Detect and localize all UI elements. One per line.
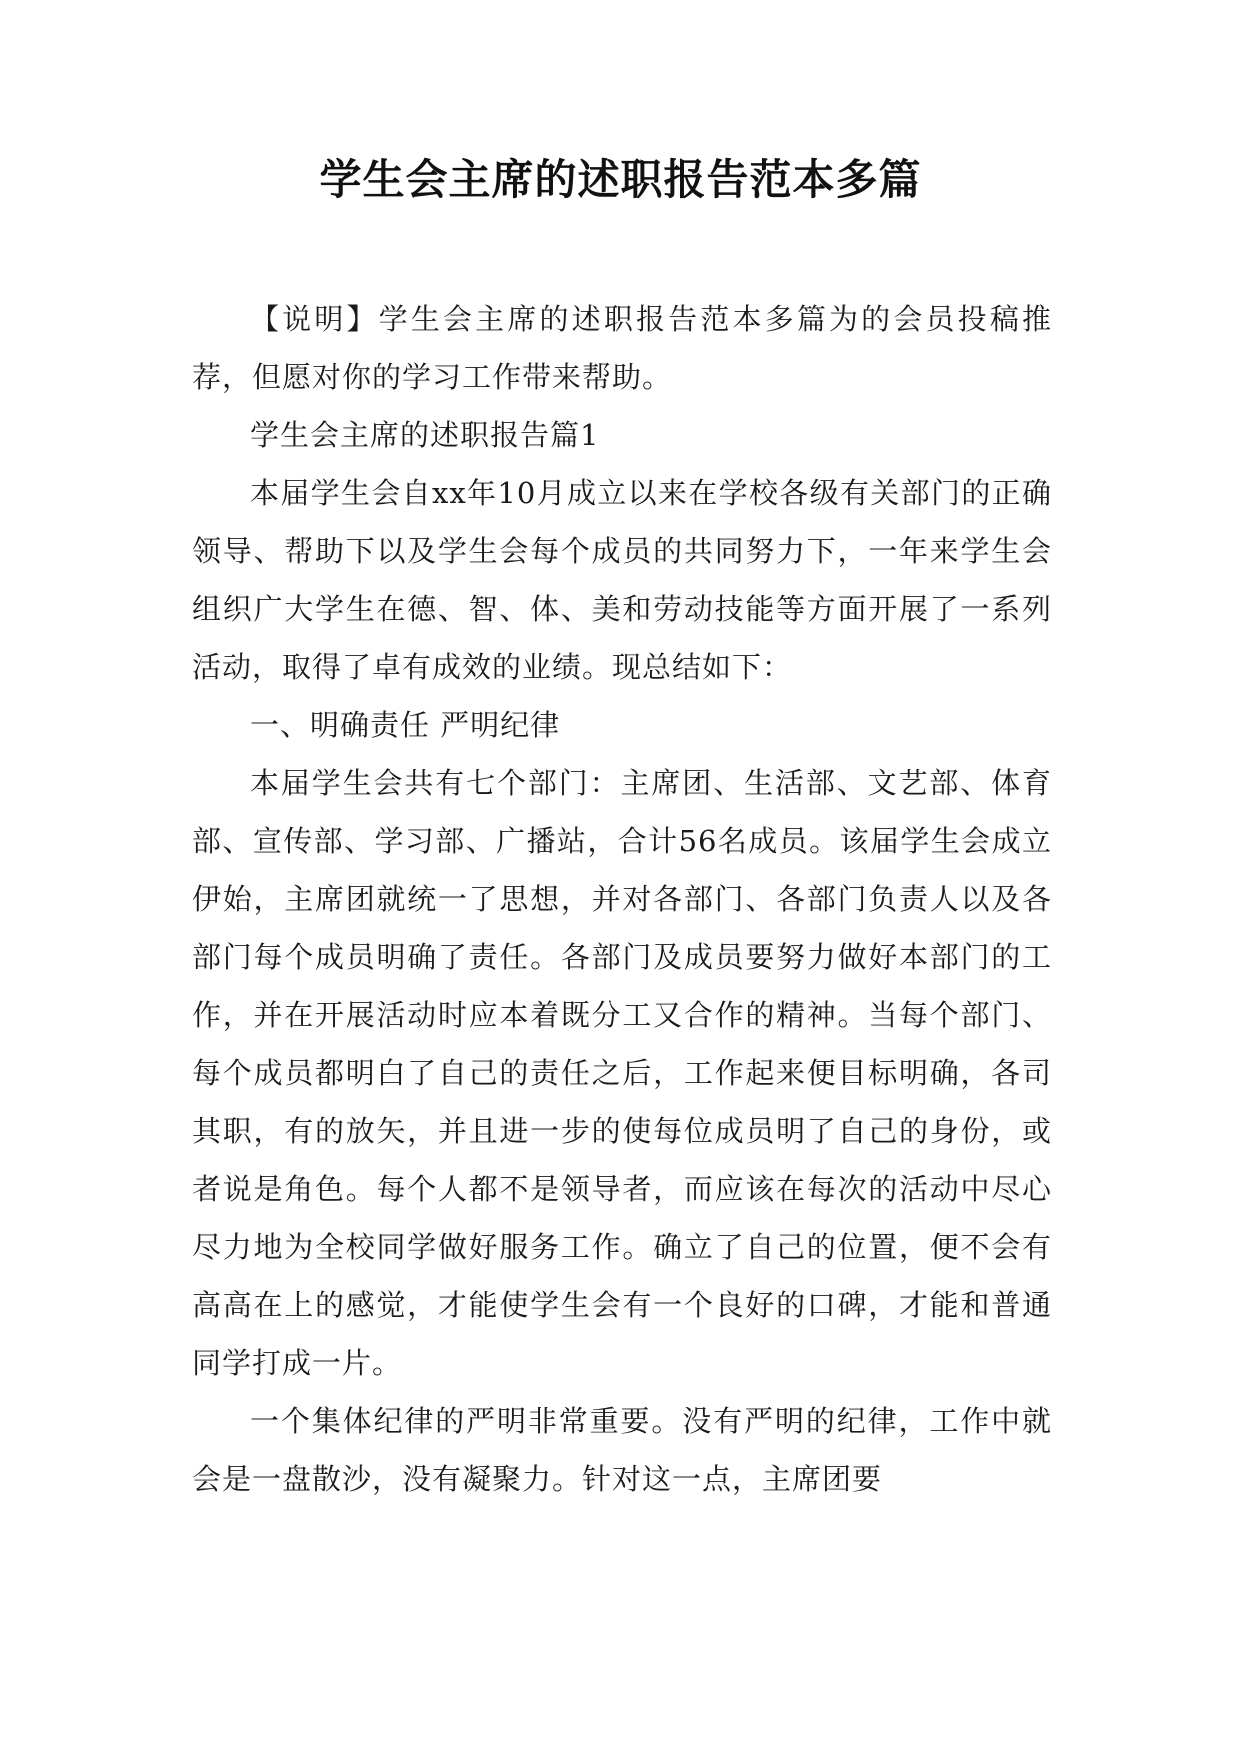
section-heading: 学生会主席的述职报告篇1 [250,418,600,452]
subsection-heading: 一、明确责任 严明纪律 [250,708,561,742]
document-title: 学生会主席的述职报告范本多篇 [319,155,922,204]
body-paragraph: 本届学生会共有七个部门：主席团、生活部、文艺部、体育部、宣传部、学习部、广播站，合计56名成员。该届学生会成立伊始，主席团就统一了思想，并对各部门、各部门负责人以及各部门每个成员明确了责任。各部门及成员要努力做好本部门的工作，并在开展活动时应本着既分工又合作的精神。当每个部门、每个成员都明白了自己的责任之后，工作起来便目标明确，各司其职，有的放矢，并且进一步的使每位成员明了自己的身份，或者说是角色。每个人都不是领导者，而应该在每次的活动中尽心尽力地为全校同学做好服务工作。确立了自己的位置，便不会有高高在上的感觉，才能使学生会有一个良好的口碑，才能和普通同学打成一片。 [192,766,1052,1380]
document-body [192,290,1052,1508]
intro-paragraph: 【说明】学生会主席的述职报告范本多篇为的会员投稿推荐，但愿对你的学习工作带来帮助。 [192,302,1052,394]
body-paragraph: 本届学生会自xx年10月成立以来在学校各级有关部门的正确领导、帮助下以及学生会每个成员的共同努力下，一年来学生会组织广大学生在德、智、体、美和劳动技能等方面开展了一系列活动，取得了卓有成效的业绩。现总结如下： [192,476,1052,684]
body-paragraph: 一个集体纪律的严明非常重要。没有严明的纪律，工作中就会是一盘散沙，没有凝聚力。针对这一点，主席团要 [192,1404,1052,1496]
